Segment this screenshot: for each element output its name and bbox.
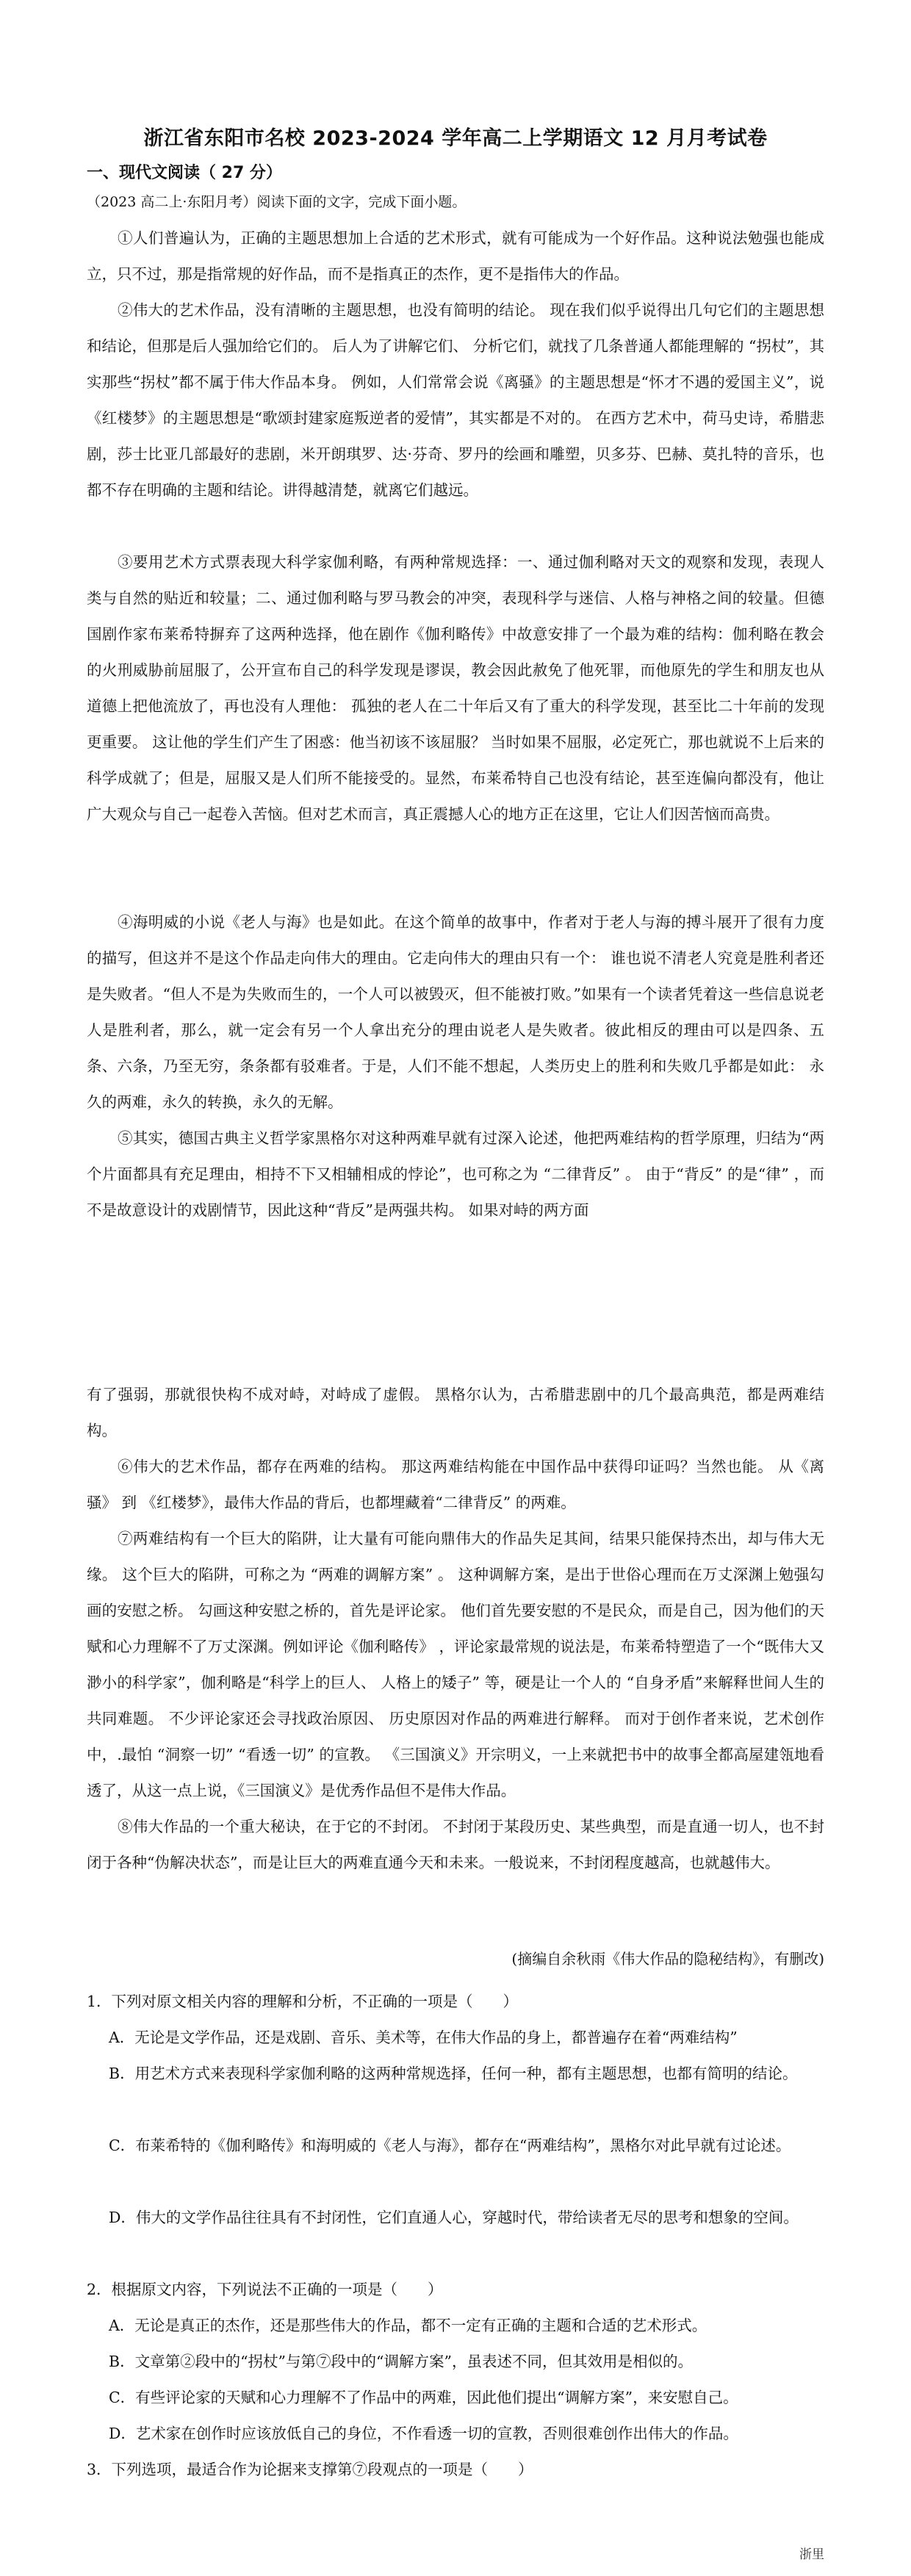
question-2-option-a: A．无论是真正的杰作，还是那些伟大的作品，都不一定有正确的主题和合适的艺术形式。: [109, 2317, 707, 2334]
question-2-option-d: D．艺术家在创作时应该放低自己的身位，不作看透一切的宣教，否则很难创作出伟大的作品。: [109, 2425, 738, 2442]
paragraph-6: ⑥伟大的艺术作品，都存在两难的结构。 那这两难结构能在中国作品中获得印证吗？当然也能。 从《离骚》 到 《红楼梦》，最伟大作品的背后，也都埋藏着“二律背反” 的两难。: [87, 1458, 824, 1511]
paragraph-7: ⑦两难结构有一个巨大的陷阱，让大量有可能向鼎伟大的作品失足其间，结果只能保持杰出，却与伟大无缘。 这个巨大的陷阱，可称之为 “两难的调解方案” 。 这种调解方案，是出于世俗心理而在万丈深渊上勉强勾画的安慰之桥。 勾画这种安慰之桥的，首先是评论家。 他们首先要安慰的不是民众，而是自己，因为他们的天赋和心力理解不了万丈深渊。例如评论《伽利略传》 ，评论家最常规的说法是，布莱希特塑造了一个“既伟大又渺小的科学家”，伽利略是“科学上的巨人、 人格上的矮子” 等，硬是让一个人的 “自身矛盾”来解释世间人生的共同难题。 不少评论家还会寻找政治原因、 历史原因对作品的两难进行解释。 而对于创作者来说，艺术创作中，.最怕 “洞察一切” “看透一切” 的宣教。 《三国演义》开宗明义，一上来就把书中的故事全都高屋建瓴地看透了，从这一点上说，《三国演义》是优秀作品但不是伟大作品。: [87, 1530, 824, 1799]
paragraph-5-continued: 有了强弱，那就很快构不成对峙，对峙成了虚假。 黑格尔认为，古希腊悲剧中的几个最高典范，都是两难结构。: [87, 1386, 824, 1439]
question-1-option-b: B．用艺术方式来表现科学家伽利略的这两种常规选择，任何一种，都有主题思想，也都有简明的结论。: [109, 2065, 798, 2082]
source-citation: (摘编自余秋雨《伟大作品的隐秘结构》，有删改): [511, 1950, 824, 1968]
question-1-option-d: D．伟大的文学作品往往具有不封闭性，它们直通人心，穿越时代，带给读者无尽的思考和想象的空间。: [109, 2209, 799, 2226]
paragraph-3: ③要用艺术方式票表现大科学家伽利略，有两种常规选择：一、通过伽利略对天文的观察和发现，表现人类与自然的贴近和较量；二、通过伽利略与罗马教会的冲突，表现科学与迷信、人格与神格之间的较量。但德国剧作家布莱希特摒弃了这两种选择，他在剧作《伽利略传》中故意安排了一个最为难的结构：伽利略在教会的火刑威胁前屈服了，公开宣布自己的科学发现是谬误，教会因此赦免了他死罪，而他原先的学生和朋友也从道德上把他流放了，再也没有人理他： 孤独的老人在二十年后又有了重大的科学发现，甚至比二十年前的发现更重要。 这让他的学生们产生了困惑：他当初该不该屈服？ 当时如果不屈服，必定死亡，那也就说不上后来的科学成就了；但是，屈服又是人们所不能接受的。显然，布莱希特自己也没有结论，甚至连偏向都没有，他让广大观众与自己一起卷入苦恼。但对艺术而言，真正震撼人心的地方正在这里，它让人们因苦恼而高贵。: [87, 553, 824, 823]
page-footer: 浙里: [799, 2547, 824, 2562]
question-2-option-b: B．文章第②段中的“拐杖”与第⑦段中的“调解方案”，虽表述不同，但其效用是相似的。: [109, 2353, 693, 2370]
paragraph-8: ⑧伟大作品的一个重大秘诀，在于它的不封闭。 不封闭于某段历史、某些典型，而是直通一切人，也不封闭于各种“伪解决状态”，而是让巨大的两难直通今天和未来。一般说来，不封闭程度越高，也就越伟大。: [87, 1818, 824, 1871]
paragraph-1: ①人们普遍认为，正确的主题思想加上合适的艺术形式，就有可能成为一个好作品。这种说法勉强也能成立，只不过，那是指常规的好作品，而不是指真正的杰作，更不是指伟大的作品。: [87, 229, 824, 283]
question-2-option-c: C．有些评论家的天赋和心力理解不了作品中的两难，因此他们提出“调解方案”，来安慰自己。: [109, 2389, 738, 2406]
paragraph-4: ④海明威的小说《老人与海》也是如此。在这个简单的故事中，作者对于老人与海的搏斗展开了很有力度的描写，但这并不是这个作品走向伟大的理由。它走向伟大的理由只有一个： 谁也说不清老人究竟是胜利者还是失败者。“但人不是为失败而生的，一个人可以被毁灭，但不能被打败。”如果有一个读者凭着这一些信息说老人是胜利者，那么，就一定会有另一个人拿出充分的理由说老人是失败者。彼此相反的理由可以是四条、五条、六条，乃至无穷，条条都有驳难者。于是，人们不能不想起，人类历史上的胜利和失败几乎都是如此： 永久的两难，永久的转换，永久的无解。: [87, 913, 824, 1111]
question-2-stem: 2．根据原文内容，下列说法不正确的一项是（ ）: [87, 2281, 443, 2298]
question-1-option-a: A．无论是文学作品，还是戏剧、音乐、美术等，在伟大作品的身上，都普遍存在着“两难结构”: [109, 2029, 738, 2046]
reading-intro: （2023 高二上·东阳月考）阅读下面的文字，完成下面小题。: [87, 194, 467, 210]
page-title: 浙江省东阳市名校 2023-2024 学年高二上学期语文 12 月月考试卷: [143, 127, 768, 150]
question-3-stem: 3．下列选项，最适合作为论据来支撑第⑦段观点的一项是（ ）: [87, 2461, 533, 2478]
paragraph-2: ②伟大的艺术作品，没有清晰的主题思想，也没有简明的结论。 现在我们似乎说得出几句它们的主题思想和结论，但那是后人强加给它们的。 后人为了讲解它们、 分析它们，就找了几条普通人都能理解的 “拐杖”，其实那些“拐杖”都不属于伟大作品本身。 例如，人们常常会说《离骚》的主题思想是“怀才不遇的爱国主义”，说《红楼梦》的主题思想是“歌颂封建家庭叛逆者的爱情”，其实都是不对的。 在西方艺术中，荷马史诗，希腊悲剧，莎士比亚几部最好的悲剧，米开朗琪罗、达·芬奇、罗丹的绘画和雕塑，贝多芬、巴赫、莫扎特的音乐，也都不存在明确的主题和结论。讲得越清楚，就离它们越远。: [87, 301, 825, 499]
question-1-option-c: C．布莱希特的《伽利略传》和海明威的《老人与海》，都存在“两难结构”，黑格尔对此早就有过论述。: [109, 2137, 791, 2154]
section-heading: 一、现代文阅读（ 27 分）: [87, 164, 282, 182]
paragraph-5: ⑤其实，德国古典主义哲学家黑格尔对这种两难早就有过深入论述，他把两难结构的哲学原理，归结为“两个片面都具有充足理由，相持不下又相辅相成的悖论”，也可称之为 “二律背反” 。 由于“背反” 的是“律” ，而不是故意设计的戏剧情节，因此这种“背反”是两强共构。 如果对峙的两方面: [87, 1129, 824, 1219]
question-1-stem: 1．下列对原文相关内容的理解和分析，不正确的一项是（ ）: [87, 1993, 519, 2010]
